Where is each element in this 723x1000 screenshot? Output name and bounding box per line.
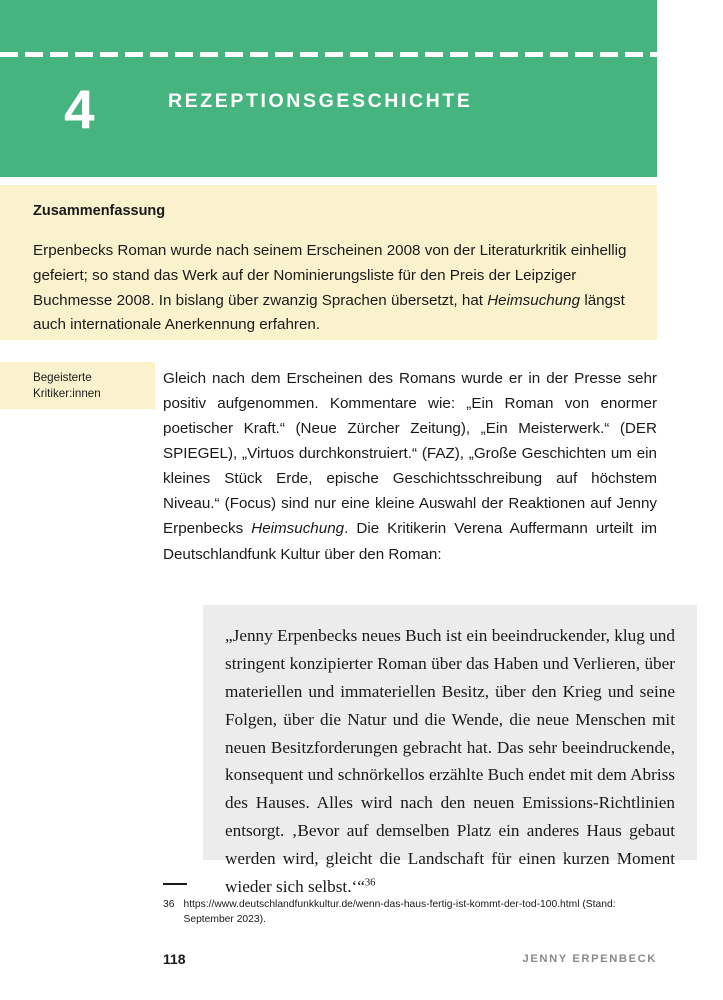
summary-text-part2: längst auch internationale Anerkennung erfahren. <box>33 291 625 334</box>
summary-text-italic-title: Heimsuchung <box>487 291 581 309</box>
page-number: 118 <box>163 951 186 967</box>
body-paragraph <box>163 366 657 567</box>
footnote-reference-marker: 36 <box>364 877 376 889</box>
dashed-rule-decoration <box>0 52 657 57</box>
margin-note-line-1: Begeisterte <box>33 371 92 384</box>
summary-text-part1: Erpenbecks Roman wurde nach seinem Erscheinen 2008 von der Literaturkritik einhellig gefeiert; so stand das Werk auf der Nominierungsliste für den Preis der Leipziger Buchmesse 2008. In bislang über zwanzig Sprachen übersetzt, hat <box>33 242 627 309</box>
running-head: JENNY ERPENBECK <box>522 953 657 965</box>
footnote-separator-rule <box>163 883 187 885</box>
margin-note-begeisterte-kritikerinnen <box>0 362 155 409</box>
body-paragraph-part1: Gleich nach dem Erscheinen des Romans wurde er in der Presse sehr positiv aufgenommen. Kommentare wie: „Ein Roman von enormer poetischer Kraft.“ (Neue Zürcher Zeitung), „Ein Meisterwerk.“ (DER SPIEGEL), „Virtuos durchkonstruiert.“ (FAZ), „Große Geschichten um ein kleines Stück Erde, epische Geschichtsschreibung auf höchstem Niveau.“ (Focus) sind nur eine kleine Auswahl der Reaktionen auf Jenny Erpenbecks <box>163 370 657 538</box>
pull-quote-block <box>203 605 697 896</box>
chapter-title: REZEPTIONSGESCHICHTE <box>168 90 473 112</box>
body-column <box>163 366 657 567</box>
summary-text <box>33 239 627 338</box>
footnote <box>163 897 663 927</box>
pull-quote-text: „Jenny Erpenbecks neues Buch ist ein beeindruckender, klug und stringent konzipierter Roman über das Haben und Verlieren, über materiellen und immateriellen Besitz, über den Krieg und seine Folgen, über die Natur und die Wende, die neue Menschen mit neuen Besitzforderungen gebracht hat. Das sehr beeindruckende, konsequent und schnörkellos erzählte Buch endet mit dem Abriss des Hauses. Alles wird nach den neuen Emissions-Richtlinien entsorgt. ‚Bevor auf demselben Platz ein anderes Haus gebaut werden wird, gleicht die Landschaft für einen kurzen Moment wieder sich selbst.‘“ <box>225 626 675 896</box>
footnote-text: https://www.deutschlandfunkkultur.de/wenn-das-haus-fertig-ist-kommt-der-tod-100.html (Stand: September 2023). <box>183 899 616 926</box>
chapter-banner <box>0 0 657 177</box>
summary-heading: Zusammenfassung <box>33 203 166 219</box>
body-paragraph-italic-title: Heimsuchung <box>251 520 345 538</box>
body-paragraph-part2: . Die Kritikerin Verena Auffermann urteilt im Deutschlandfunk Kultur über den Roman: <box>163 520 657 563</box>
margin-note-line-2: Kritiker:innen <box>33 387 101 401</box>
footnote-number: 36 <box>163 899 175 910</box>
summary-box <box>0 185 657 340</box>
chapter-number: 4 <box>64 78 94 140</box>
